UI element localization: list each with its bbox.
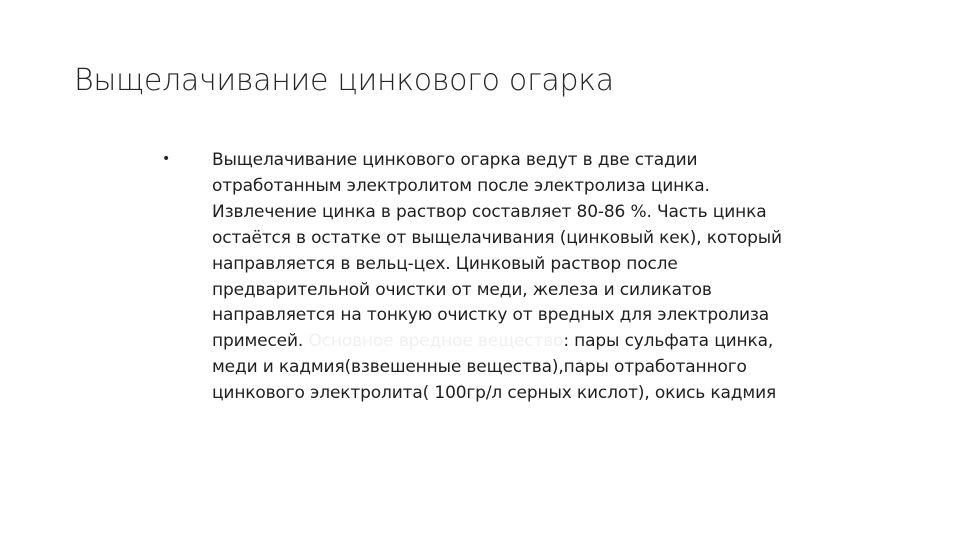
bullet-text-faint: Основное вредное вещество bbox=[308, 331, 564, 352]
bullet-marker: • bbox=[162, 151, 171, 167]
bullet-text bbox=[212, 148, 792, 407]
slide-title: Выщелачивание цинкового огарка bbox=[74, 63, 614, 98]
bullet-text-main: Выщелачивание цинкового огарка ведут в две стадии отработанным электролитом после электролиза цинка. Извлечение цинка в раствор составляет 80-86 %. Часть цинка остаётся в остатке от выщелачивания (цинковый кек), который направляется в вельц-цех. Цинковый раствор после предварительной очистки от меди, железа и силикатов направляется на тонкую очистку от вредных для электролиза примесей. bbox=[212, 150, 782, 352]
bullet-text-rest: : пары сульфата цинка, меди и кадмия(взвешенные вещества),пары отработанного цинкового электролита( 100гр/л серных кислот), окись кадмия bbox=[212, 331, 777, 404]
